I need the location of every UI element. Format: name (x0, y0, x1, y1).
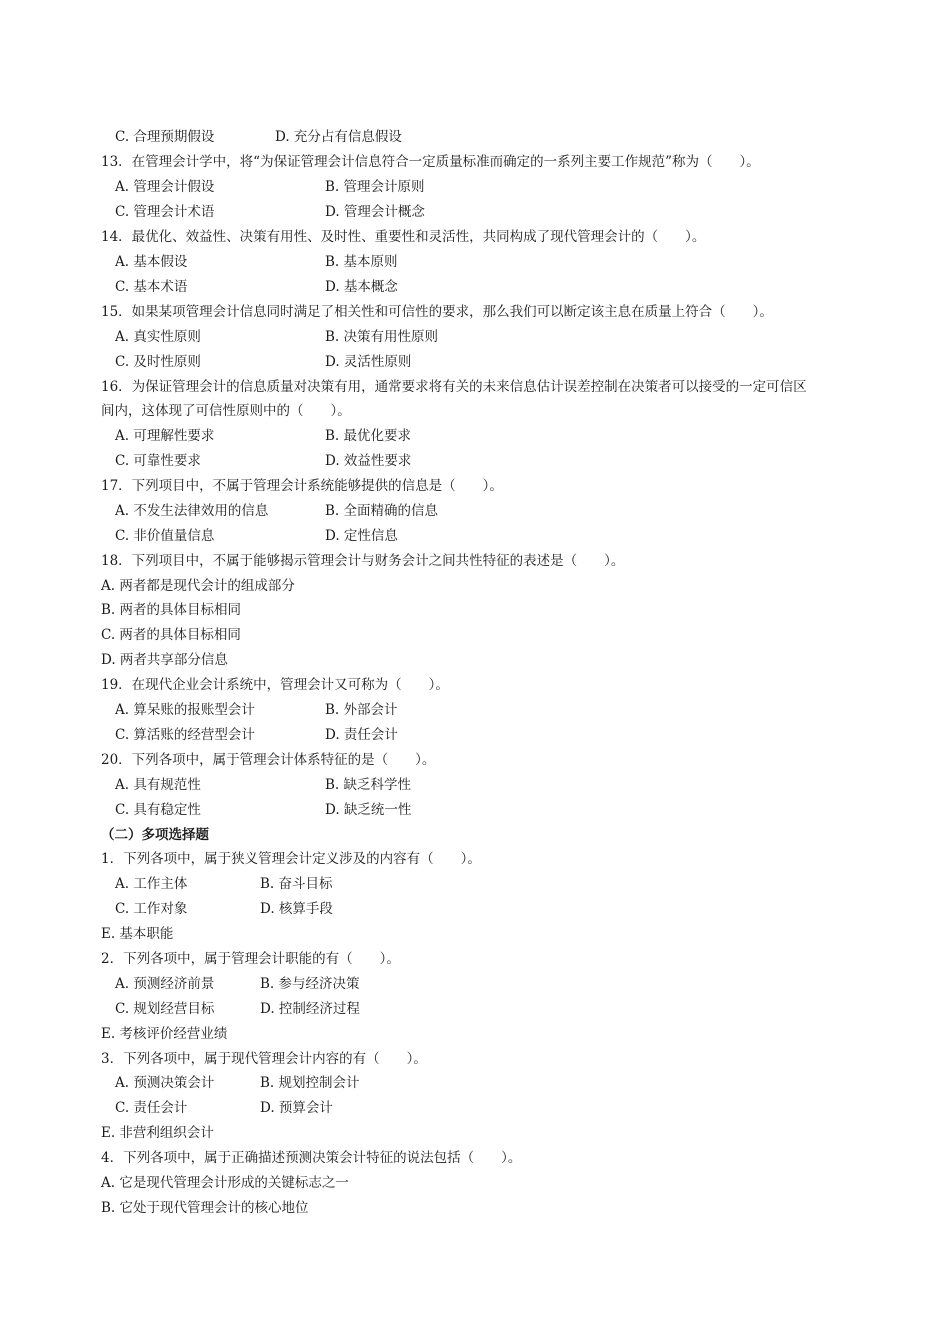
option-a: A. 管理会计假设 (115, 179, 215, 195)
option-row (115, 426, 412, 446)
option-row (115, 202, 425, 222)
option-row (115, 725, 398, 745)
question-20: 20．下列各项中，属于管理会计体系特征的是（ ）。 (101, 752, 436, 768)
option-c: C. 责任会计 (115, 1100, 188, 1116)
option-row (115, 974, 360, 994)
question-14: 14．最优化、效益性、决策有用性、及时性、重要性和灵活性，共同构成了现代管理会计的（ ）。 (101, 229, 706, 245)
option-c: C. 算活账的经营型会计 (115, 727, 255, 743)
option-row (115, 127, 402, 147)
option-row (115, 327, 439, 347)
option-c: C. 及时性原则 (115, 354, 201, 370)
option-a: A. 工作主体 (115, 876, 188, 892)
option-b: B. 奋斗目标 (260, 876, 333, 892)
option-c: C. 可靠性要求 (115, 453, 201, 469)
option-d: D. 预算会计 (260, 1100, 333, 1116)
question-16: 16．为保证管理会计的信息质量对决策有用，通常要求将有关的未来信息估计误差控制在决策者可以接受的一定可信区 (101, 379, 807, 395)
option-row (115, 501, 439, 521)
option-a: A. 算呆账的报账型会计 (115, 702, 255, 718)
option-d: D. 定性信息 (325, 528, 398, 544)
option-e: E. 基本职能 (101, 926, 174, 942)
option-b: B. 规划控制会计 (260, 1075, 360, 1091)
option-row (115, 451, 412, 471)
option-a: A. 真实性原则 (115, 329, 201, 345)
option-c: C. 两者的具体目标相同 (101, 627, 241, 643)
option-c: C. 合理预期假设 (115, 129, 215, 145)
option-c: C. 工作对象 (115, 901, 188, 917)
option-a: A. 具有规范性 (115, 777, 201, 793)
option-b: B. 全面精确的信息 (325, 503, 439, 519)
option-b: B. 两者的具体目标相同 (101, 602, 242, 618)
option-d: D. 管理会计概念 (325, 204, 425, 220)
option-a: A. 基本假设 (115, 254, 188, 270)
question-18: 18．下列项目中，不属于能够揭示管理会计与财务会计之间共性特征的表述是（ ）。 (101, 553, 625, 569)
option-b: B. 参与经济决策 (260, 976, 360, 992)
option-row (115, 177, 425, 197)
option-a: A. 两者都是现代会计的组成部分 (101, 578, 295, 594)
question-16-continued: 间内，这体现了可信性原则中的（ ）。 (101, 403, 351, 419)
option-d: D. 核算手段 (260, 901, 333, 917)
option-row (115, 277, 398, 297)
option-c: C. 非价值量信息 (115, 528, 215, 544)
question-19: 19．在现代企业会计系统中，管理会计又可称为（ ）。 (101, 677, 449, 693)
option-d: D. 两者共享部分信息 (101, 652, 228, 668)
option-e: E. 考核评价经营业绩 (101, 1026, 228, 1042)
option-d: D. 责任会计 (325, 727, 398, 743)
option-d: D. 效益性要求 (325, 453, 412, 469)
option-a: A. 预测决策会计 (115, 1075, 215, 1091)
option-row (115, 352, 412, 372)
option-a: A. 它是现代管理会计形成的关键标志之一 (101, 1175, 349, 1191)
multi-question-4: 4．下列各项中，属于正确描述预测决策会计特征的说法包括（ ）。 (101, 1150, 522, 1166)
question-17: 17．下列项目中，不属于管理会计系统能够提供的信息是（ ）。 (101, 478, 503, 494)
option-a: A. 不发生法律效用的信息 (115, 503, 269, 519)
multi-question-1: 1．下列各项中，属于狭义管理会计定义涉及的内容有（ ）。 (101, 851, 481, 867)
option-b: B. 缺乏科学性 (325, 777, 412, 793)
option-row (115, 800, 412, 820)
option-c: C. 规划经营目标 (115, 1001, 215, 1017)
question-15: 15．如果某项管理会计信息同时满足了相关性和可信性的要求，那么我们可以断定该主息在质量上符合（ ）。 (101, 304, 773, 320)
option-a: A. 预测经济前景 (115, 976, 215, 992)
option-row (115, 899, 333, 919)
option-d: D. 控制经济过程 (260, 1001, 360, 1017)
option-row (115, 775, 412, 795)
option-b: B. 决策有用性原则 (325, 329, 439, 345)
option-c: C. 管理会计术语 (115, 204, 215, 220)
multi-question-2: 2．下列各项中，属于管理会计职能的有（ ）。 (101, 951, 400, 967)
question-13: 13．在管理会计学中，将“为保证管理会计信息符合一定质量标准而确定的一系列主要工作规范”称为（ ）。 (101, 154, 760, 170)
option-b: B. 管理会计原则 (325, 179, 425, 195)
option-d: D. 充分占有信息假设 (275, 129, 402, 145)
option-b: B. 外部会计 (325, 702, 398, 718)
option-d: D. 灵活性原则 (325, 354, 412, 370)
section-heading-multiple-choice: （二）多项选择题 (101, 827, 209, 843)
multi-question-3: 3．下列各项中，属于现代管理会计内容的有（ ）。 (101, 1051, 427, 1067)
option-d: D. 缺乏统一性 (325, 802, 412, 818)
option-row (115, 999, 360, 1019)
option-c: C. 基本术语 (115, 279, 188, 295)
option-c: C. 具有稳定性 (115, 802, 201, 818)
option-row (115, 1098, 333, 1118)
option-row (115, 526, 398, 546)
option-b: B. 基本原则 (325, 254, 398, 270)
option-b: B. 它处于现代管理会计的核心地位 (101, 1200, 309, 1216)
option-a: A. 可理解性要求 (115, 428, 215, 444)
option-d: D. 基本概念 (325, 279, 398, 295)
option-row (115, 874, 333, 894)
option-e: E. 非营利组织会计 (101, 1125, 214, 1141)
option-row (115, 252, 398, 272)
option-row (115, 700, 398, 720)
option-row (115, 1073, 360, 1093)
option-b: B. 最优化要求 (325, 428, 412, 444)
